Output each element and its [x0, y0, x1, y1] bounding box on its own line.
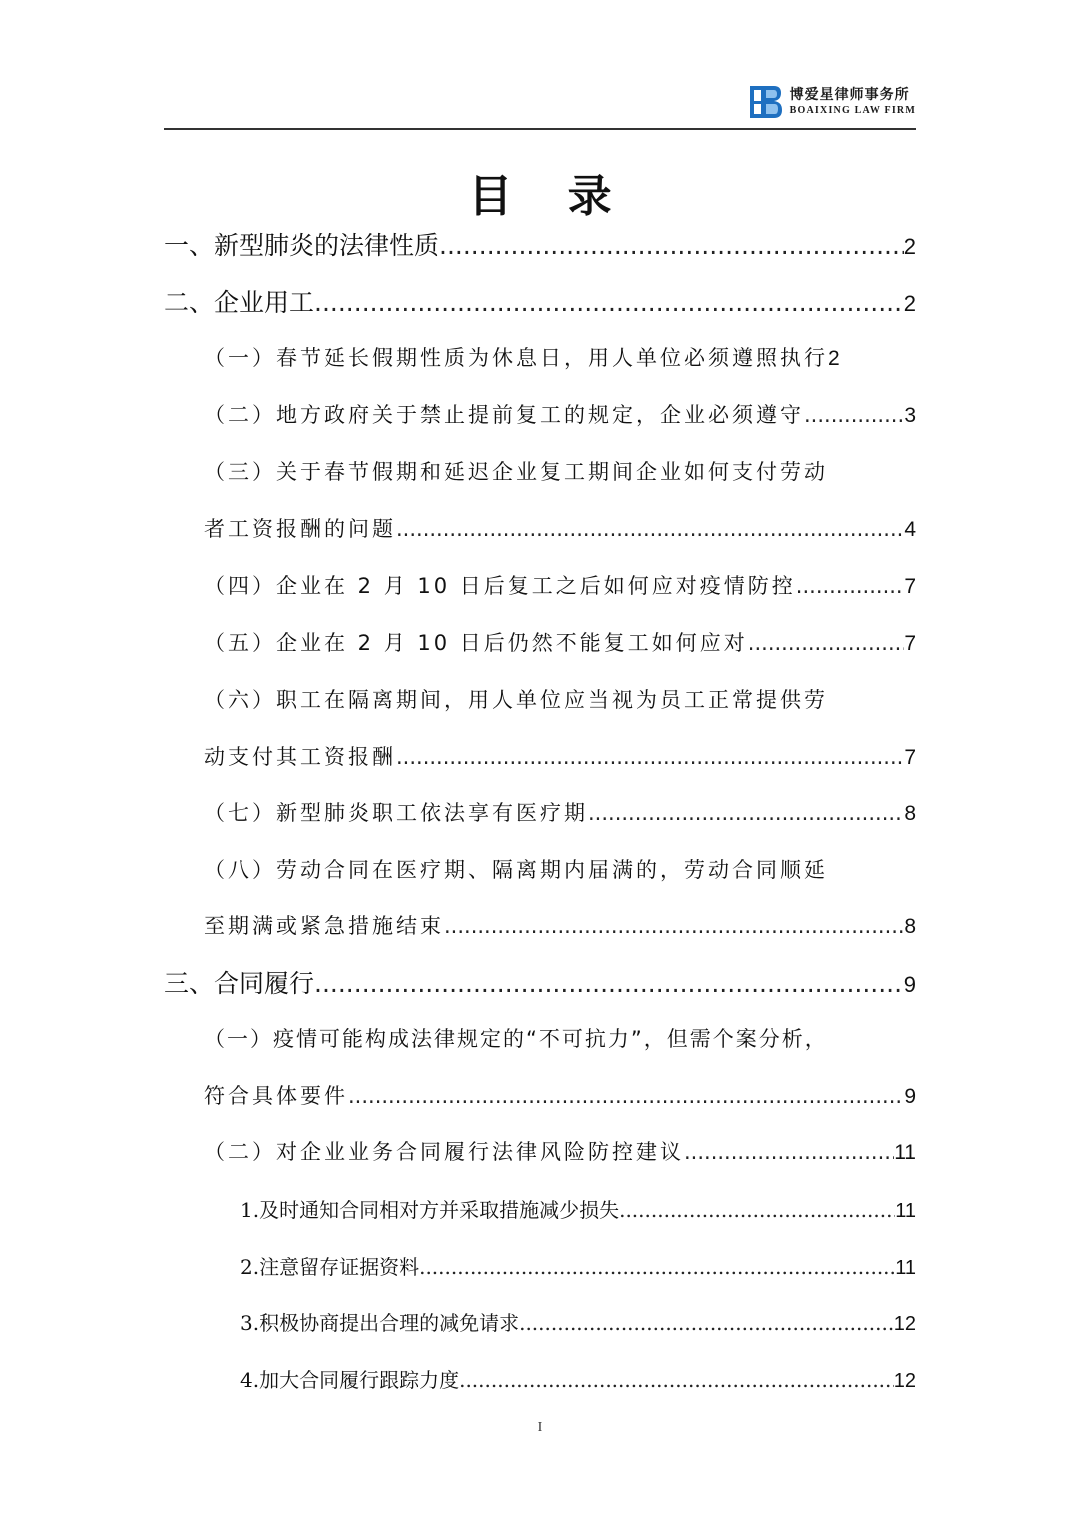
toc-leader-dots [459, 1368, 894, 1392]
toc-page-number: 12 [893, 1313, 916, 1335]
toc-page-number: 11 [895, 1257, 916, 1279]
toc-page-number: 3 [904, 404, 916, 427]
toc-entry-section-2-4[interactable] [204, 570, 916, 600]
toc-page-number: 8 [904, 802, 916, 825]
toc-entry-section-2-1[interactable] [204, 342, 920, 372]
toc-page-number: 9 [904, 1085, 916, 1108]
toc-page-number: 12 [893, 1370, 916, 1392]
toc-leader-dots [444, 914, 904, 938]
toc-entry-label: （五）企业在 2 月 10 日后仍然不能复工如何应对 [204, 631, 748, 655]
toc-entry-section-2-8[interactable] [204, 910, 916, 940]
toc-entry-section-2[interactable] [164, 283, 916, 319]
toc-leader-dots [619, 1198, 895, 1222]
toc-entry-label: 者工资报酬的问题 [204, 517, 396, 541]
toc-entry-label: （四）企业在 2 月 10 日后复工之后如何应对疫情防控 [204, 574, 796, 598]
toc-entry-label: 一、新型肺炎的法律性质 [164, 231, 440, 260]
toc-entry-label: 2.注意留存证据资料 [240, 1255, 420, 1279]
toc-page-number: 7 [904, 746, 916, 769]
toc-leader-dots [684, 1140, 894, 1164]
toc-leader-dots [796, 574, 905, 598]
toc-entry-section-2-2[interactable] [204, 399, 916, 429]
toc-entry-label: 二、企业用工 [164, 288, 315, 317]
toc-page-number: 7 [904, 575, 916, 598]
toc-entry-label: （一）春节延长假期性质为休息日，用人单位必须遵照执行 [204, 346, 828, 370]
toc-entry-section-3-2-2[interactable] [240, 1251, 916, 1280]
toc-page-number: 7 [904, 632, 916, 655]
toc-page-number: 9 [903, 972, 916, 997]
firm-name-cn: 博爱星律师事务所 [789, 87, 910, 103]
toc-leader-dots [419, 1255, 895, 1279]
toc-entry-section-2-6-line-1[interactable]: （六）职工在隔离期间，用人单位应当视为员工正常提供劳 [204, 688, 828, 712]
firm-name-en: BOAIXING LAW FIRM [789, 105, 916, 116]
footer-page-number: I [537, 1420, 543, 1435]
page-header [164, 76, 916, 130]
firm-logo-icon [748, 84, 784, 120]
firm-logo [748, 80, 916, 124]
toc-entry-label: 符合具体要件 [204, 1084, 348, 1108]
toc-page-number: 2 [828, 347, 840, 370]
toc-leader-dots [348, 1084, 904, 1108]
toc-entry-section-2-8-line-1[interactable]: （八）劳动合同在医疗期、隔离期内届满的，劳动合同顺延 [204, 858, 828, 882]
toc-entry-section-2-7[interactable] [204, 797, 916, 827]
toc-entry-label: 4.加大合同履行跟踪力度 [240, 1368, 460, 1392]
toc-entry-label: 至期满或紧急措施结束 [204, 914, 444, 938]
toc-page-number: 4 [904, 518, 916, 541]
toc-entry-label: 三、合同履行 [164, 969, 315, 998]
toc-entry-label: 动支付其工资报酬 [204, 745, 396, 769]
toc-page-number: 2 [903, 234, 916, 259]
toc-leader-dots [396, 745, 904, 769]
toc-entry-section-3-1-line-1[interactable]: （一）疫情可能构成法律规定的“不可抗力”，但需个案分析， [204, 1027, 828, 1051]
toc-leader-dots [396, 517, 904, 541]
toc-entry-section-2-3[interactable] [204, 513, 916, 543]
toc-entry-label: 1.及时通知合同相对方并采取措施减少损失 [240, 1198, 620, 1222]
toc-leader-dots [314, 288, 904, 317]
toc-page-number: 8 [904, 915, 916, 938]
toc-entry-section-1[interactable] [164, 226, 916, 262]
toc-page-number: 11 [895, 1200, 916, 1222]
toc-leader-dots [748, 631, 905, 655]
toc-entry-section-3-2-4[interactable] [240, 1364, 916, 1393]
header-divider [164, 128, 916, 130]
toc-entry-section-2-3-line-1[interactable]: （三）关于春节假期和延迟企业复工期间企业如何支付劳动 [204, 460, 828, 484]
toc-entry-section-3-1[interactable] [204, 1080, 916, 1110]
toc-leader-dots [804, 403, 904, 427]
toc-page-number: 2 [903, 291, 916, 316]
toc-entry-label: （二）对企业业务合同履行法律风险防控建议 [204, 1140, 684, 1164]
toc-entry-label: 3.积极协商提出合理的减免请求 [240, 1311, 520, 1335]
toc-page-number: 11 [894, 1141, 916, 1164]
toc-entry-section-2-5[interactable] [204, 627, 916, 657]
toc-leader-dots [519, 1311, 894, 1335]
toc-leader-dots [314, 969, 904, 998]
toc-leader-dots [439, 231, 904, 260]
toc-entry-section-2-6[interactable] [204, 741, 916, 771]
toc-entry-section-3-2-3[interactable] [240, 1307, 916, 1336]
toc-entry-section-3-2-1[interactable] [240, 1194, 916, 1223]
toc-entry-section-3-2[interactable] [204, 1136, 916, 1166]
toc-leader-dots [588, 801, 904, 825]
toc-entry-section-3[interactable] [164, 964, 916, 1000]
toc-entry-label: （七）新型肺炎职工依法享有医疗期 [204, 801, 588, 825]
toc-entry-label: （二）地方政府关于禁止提前复工的规定，企业必须遵守 [204, 403, 804, 427]
page-title: 目 录 [468, 171, 632, 222]
